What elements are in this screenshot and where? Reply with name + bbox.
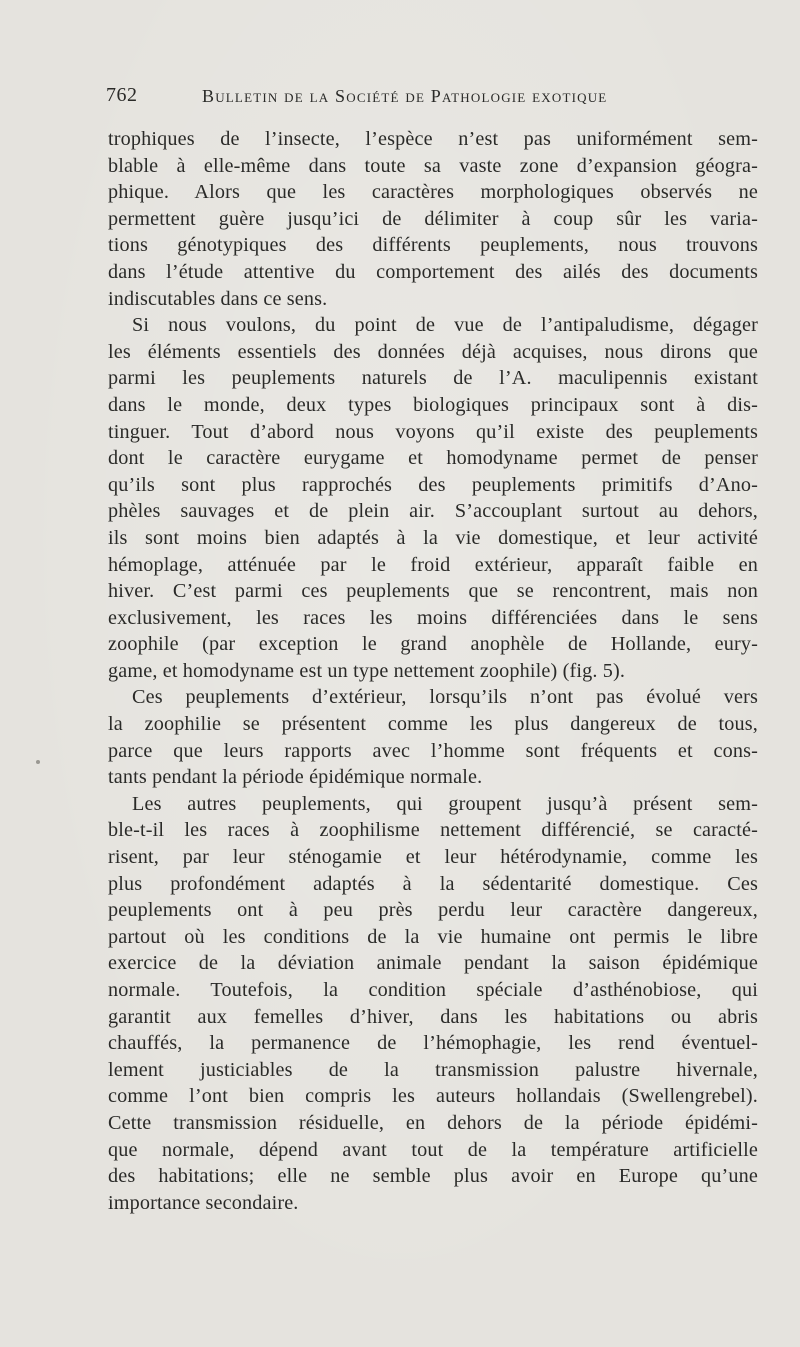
text-line: hémoplage, atténuée par le froid extérieur, apparaît faible en (108, 553, 758, 576)
text-line: tions génotypiques des différents peuplements, nous trouvons (108, 234, 758, 257)
text-line: game, et homodyname est un type nettement zoophile) (fig. 5). (108, 659, 626, 682)
text-line: les éléments essentiels des données déjà acquises, nous dirons que (108, 340, 758, 363)
text-line: parmi les peuplements naturels de l’A. maculipennis existant (108, 367, 758, 390)
text-line: tinguer. Tout d’abord nous voyons qu’il existe des peuplements (108, 420, 758, 443)
paper-speck (36, 760, 40, 764)
journal-title: Bulletin de la Société de Pathologie exotique (202, 86, 608, 106)
text-line: Cette transmission résiduelle, en dehors de la période épidémi- (108, 1111, 758, 1134)
text-line: phèles sauvages et de plein air. S’accouplant surtout au dehors, (108, 500, 758, 523)
text-line: exclusivement, les races les moins différenciées dans le sens (108, 606, 758, 629)
text-line: indiscutables dans ce sens. (108, 287, 328, 310)
text-line: hiver. C’est parmi ces peuplements que se rencontrent, mais non (108, 580, 758, 603)
text-line: lement justiciables de la transmission palustre hivernale, (108, 1058, 758, 1081)
text-line: Si nous voulons, du point de vue de l’antipaludisme, dégager (132, 314, 758, 337)
text-line: dans l’étude attentive du comportement des ailés des documents (108, 260, 758, 283)
text-line: dont le caractère eurygame et homodyname permet de penser (108, 447, 758, 470)
text-line: phique. Alors que les caractères morphologiques observés ne (108, 181, 758, 204)
text-line: exercice de la déviation animale pendant la saison épidémique (108, 952, 758, 975)
text-line: garantit aux femelles d’hiver, dans les habitations ou abris (108, 1005, 758, 1028)
text-line: que normale, dépend avant tout de la température artificielle (108, 1138, 758, 1161)
text-line: peuplements ont à peu près perdu leur caractère dangereux, (108, 899, 758, 922)
text-line: trophiques de l’insecte, l’espèce n’est pas uniformément sem- (108, 128, 758, 150)
text-line: normale. Toutefois, la condition spéciale d’asthénobiose, qui (108, 979, 758, 1001)
text-line: ble-t-il les races à zoophilisme nettement différencié, se caracté- (108, 819, 758, 842)
text-line: risent, par leur sténogamie et leur hétérodynamie, comme les (108, 846, 758, 869)
text-line: chauffés, la permanence de l’hémophagie, les rend éventuel- (108, 1032, 758, 1055)
text-line: qu’ils sont plus rapprochés des peuplements primitifs d’Ano- (108, 473, 758, 496)
text-line: la zoophilie se présentent comme les plus dangereux de tous, (108, 713, 758, 736)
text-line: partout où les conditions de la vie humaine ont permis le libre (108, 925, 758, 948)
page-number: 762 (106, 84, 138, 106)
text-line: tants pendant la période épidémique normale. (108, 766, 483, 789)
text-line: Ces peuplements d’extérieur, lorsqu’ils n’ont pas évolué vers (132, 686, 758, 709)
body-text (108, 126, 758, 1216)
text-line: comme l’ont bien compris les auteurs hollandais (Swellengrebel). (108, 1085, 758, 1108)
text-line: ils sont moins bien adaptés à la vie domestique, et leur activité (108, 526, 758, 549)
text-line: zoophile (par exception le grand anophèle de Hollande, eury- (108, 633, 758, 656)
text-line: des habitations; elle ne semble plus avoir en Europe qu’une (108, 1165, 758, 1188)
text-line: blable à elle-même dans toute sa vaste zone d’expansion géogra- (108, 154, 758, 177)
running-header (106, 84, 766, 114)
text-line: dans le monde, deux types biologiques principaux sont à dis- (108, 393, 758, 416)
text-line: permettent guère jusqu’ici de délimiter à coup sûr les varia- (108, 207, 758, 230)
text-line: parce que leurs rapports avec l’homme sont fréquents et cons- (108, 739, 758, 762)
text-line: plus profondément adaptés à la sédentarité domestique. Ces (108, 872, 758, 895)
text-line: Les autres peuplements, qui groupent jusqu’à présent sem- (132, 792, 758, 815)
text-line: importance secondaire. (108, 1191, 299, 1214)
